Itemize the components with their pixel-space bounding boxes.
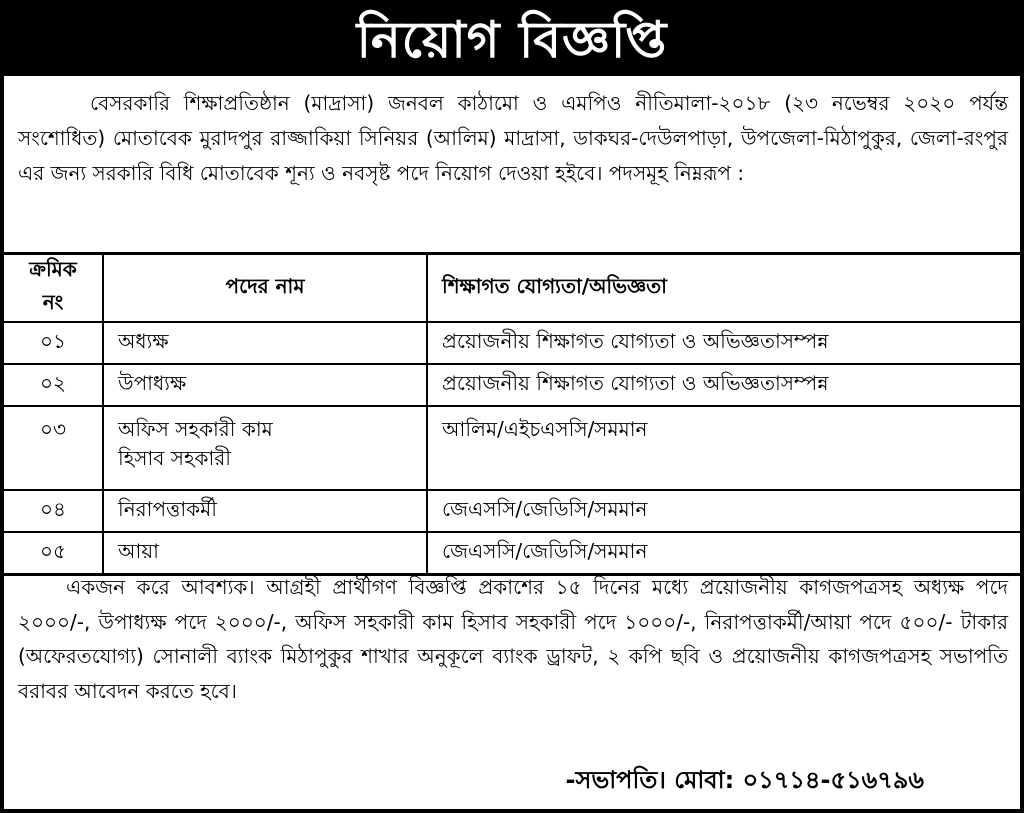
post-cell: নিরাপত্তাকর্মী bbox=[103, 490, 427, 532]
header-serial: ক্রমিক নং bbox=[4, 254, 103, 323]
post-cell bbox=[103, 406, 427, 490]
table-row bbox=[4, 406, 1020, 490]
serial-cell: ০৫ bbox=[4, 532, 103, 575]
notice-title: নিয়োগ বিজ্ঞপ্তি bbox=[356, 10, 668, 69]
post-cell: আয়া bbox=[103, 532, 427, 575]
header-qualification: শিক্ষাগত যোগ্যতা/অভিজ্ঞতা bbox=[427, 254, 1020, 323]
closing-paragraph: একজন করে আবশ্যক। আগ্রহী প্রার্থীগণ বিজ্ঞপ্তি প্রকাশের ১৫ দিনের মধ্যে প্রয়োজনীয় কাগজপত্রসহ অধ্যক্ষ পদে ২০০০/-, উপাধ্যক্ষ পদে ২০০০/-, অফিস সহকারী কাম হিসাব সহকারী পদে ১০০০/-, নিরাপত্তাকর্মী/আয়া পদে ৫০০/- টাকার (অফেরতযোগ্য) সোনালী ব্যাংক মিঠাপুকুর শাখার অনুকূলে ব্যাংক ড্রাফট, ২ কপি ছবি ও প্রয়োজনীয় কাগজপত্রসহ সভাপতি বরাবর আবেদন করতে হবে। bbox=[18, 575, 1008, 703]
title-banner bbox=[4, 4, 1020, 76]
table-row bbox=[4, 322, 1020, 364]
posts-table bbox=[4, 252, 1020, 576]
table-row bbox=[4, 532, 1020, 575]
table-row bbox=[4, 364, 1020, 406]
post-cell-line: অফিস সহকারী কাম bbox=[118, 417, 273, 441]
header-post: পদের নাম bbox=[103, 254, 427, 323]
qualification-cell: আলিম/এইচএসসি/সমমান bbox=[427, 406, 1020, 490]
intro-paragraph: বেসরকারি শিক্ষাপ্রতিষ্ঠান (মাদ্রাসা) জনবল কাঠামো ও এমপিও নীতিমালা-২০১৮ (২৩ নভেম্বর ২০২০ পর্যন্ত সংশোধিত) মোতাবেক মুরাদপুর রাজ্জাকিয়া সিনিয়র (আলিম) মাদ্রাসা, ডাকঘর-দেউলপাড়া, উপজেলা-মিঠাপুকুর, জেলা-রংপুর এর জন্য সরকারি বিধি মোতাবেক শূন্য ও নবসৃষ্ট পদে নিয়োগ দেওয়া হইবে। পদসমূহ নিম্নরূপ : bbox=[18, 91, 1008, 185]
qualification-cell: প্রয়োজনীয় শিক্ষাগত যোগ্যতা ও অভিজ্ঞতাসম্পন্ন bbox=[427, 364, 1020, 406]
post-cell: উপাধ্যক্ষ bbox=[103, 364, 427, 406]
qualification-cell: জেএসসি/জেডিসি/সমমান bbox=[427, 532, 1020, 575]
qualification-cell: জেএসসি/জেডিসি/সমমান bbox=[427, 490, 1020, 532]
table-row bbox=[4, 490, 1020, 532]
table-header-row bbox=[4, 254, 1020, 323]
serial-cell: ০৪ bbox=[4, 490, 103, 532]
signature-line: -সভাপতি। মোবা: ০১৭১৪-৫১৬৭৯৬ bbox=[565, 766, 924, 794]
serial-cell: ০২ bbox=[4, 364, 103, 406]
qualification-cell: প্রয়োজনীয় শিক্ষাগত যোগ্যতা ও অভিজ্ঞতাসম্পন্ন bbox=[427, 322, 1020, 364]
post-cell-line: হিসাব সহকারী bbox=[118, 446, 231, 470]
post-cell: অধ্যক্ষ bbox=[103, 322, 427, 364]
serial-cell: ০৩ bbox=[4, 406, 103, 490]
serial-cell: ০১ bbox=[4, 322, 103, 364]
